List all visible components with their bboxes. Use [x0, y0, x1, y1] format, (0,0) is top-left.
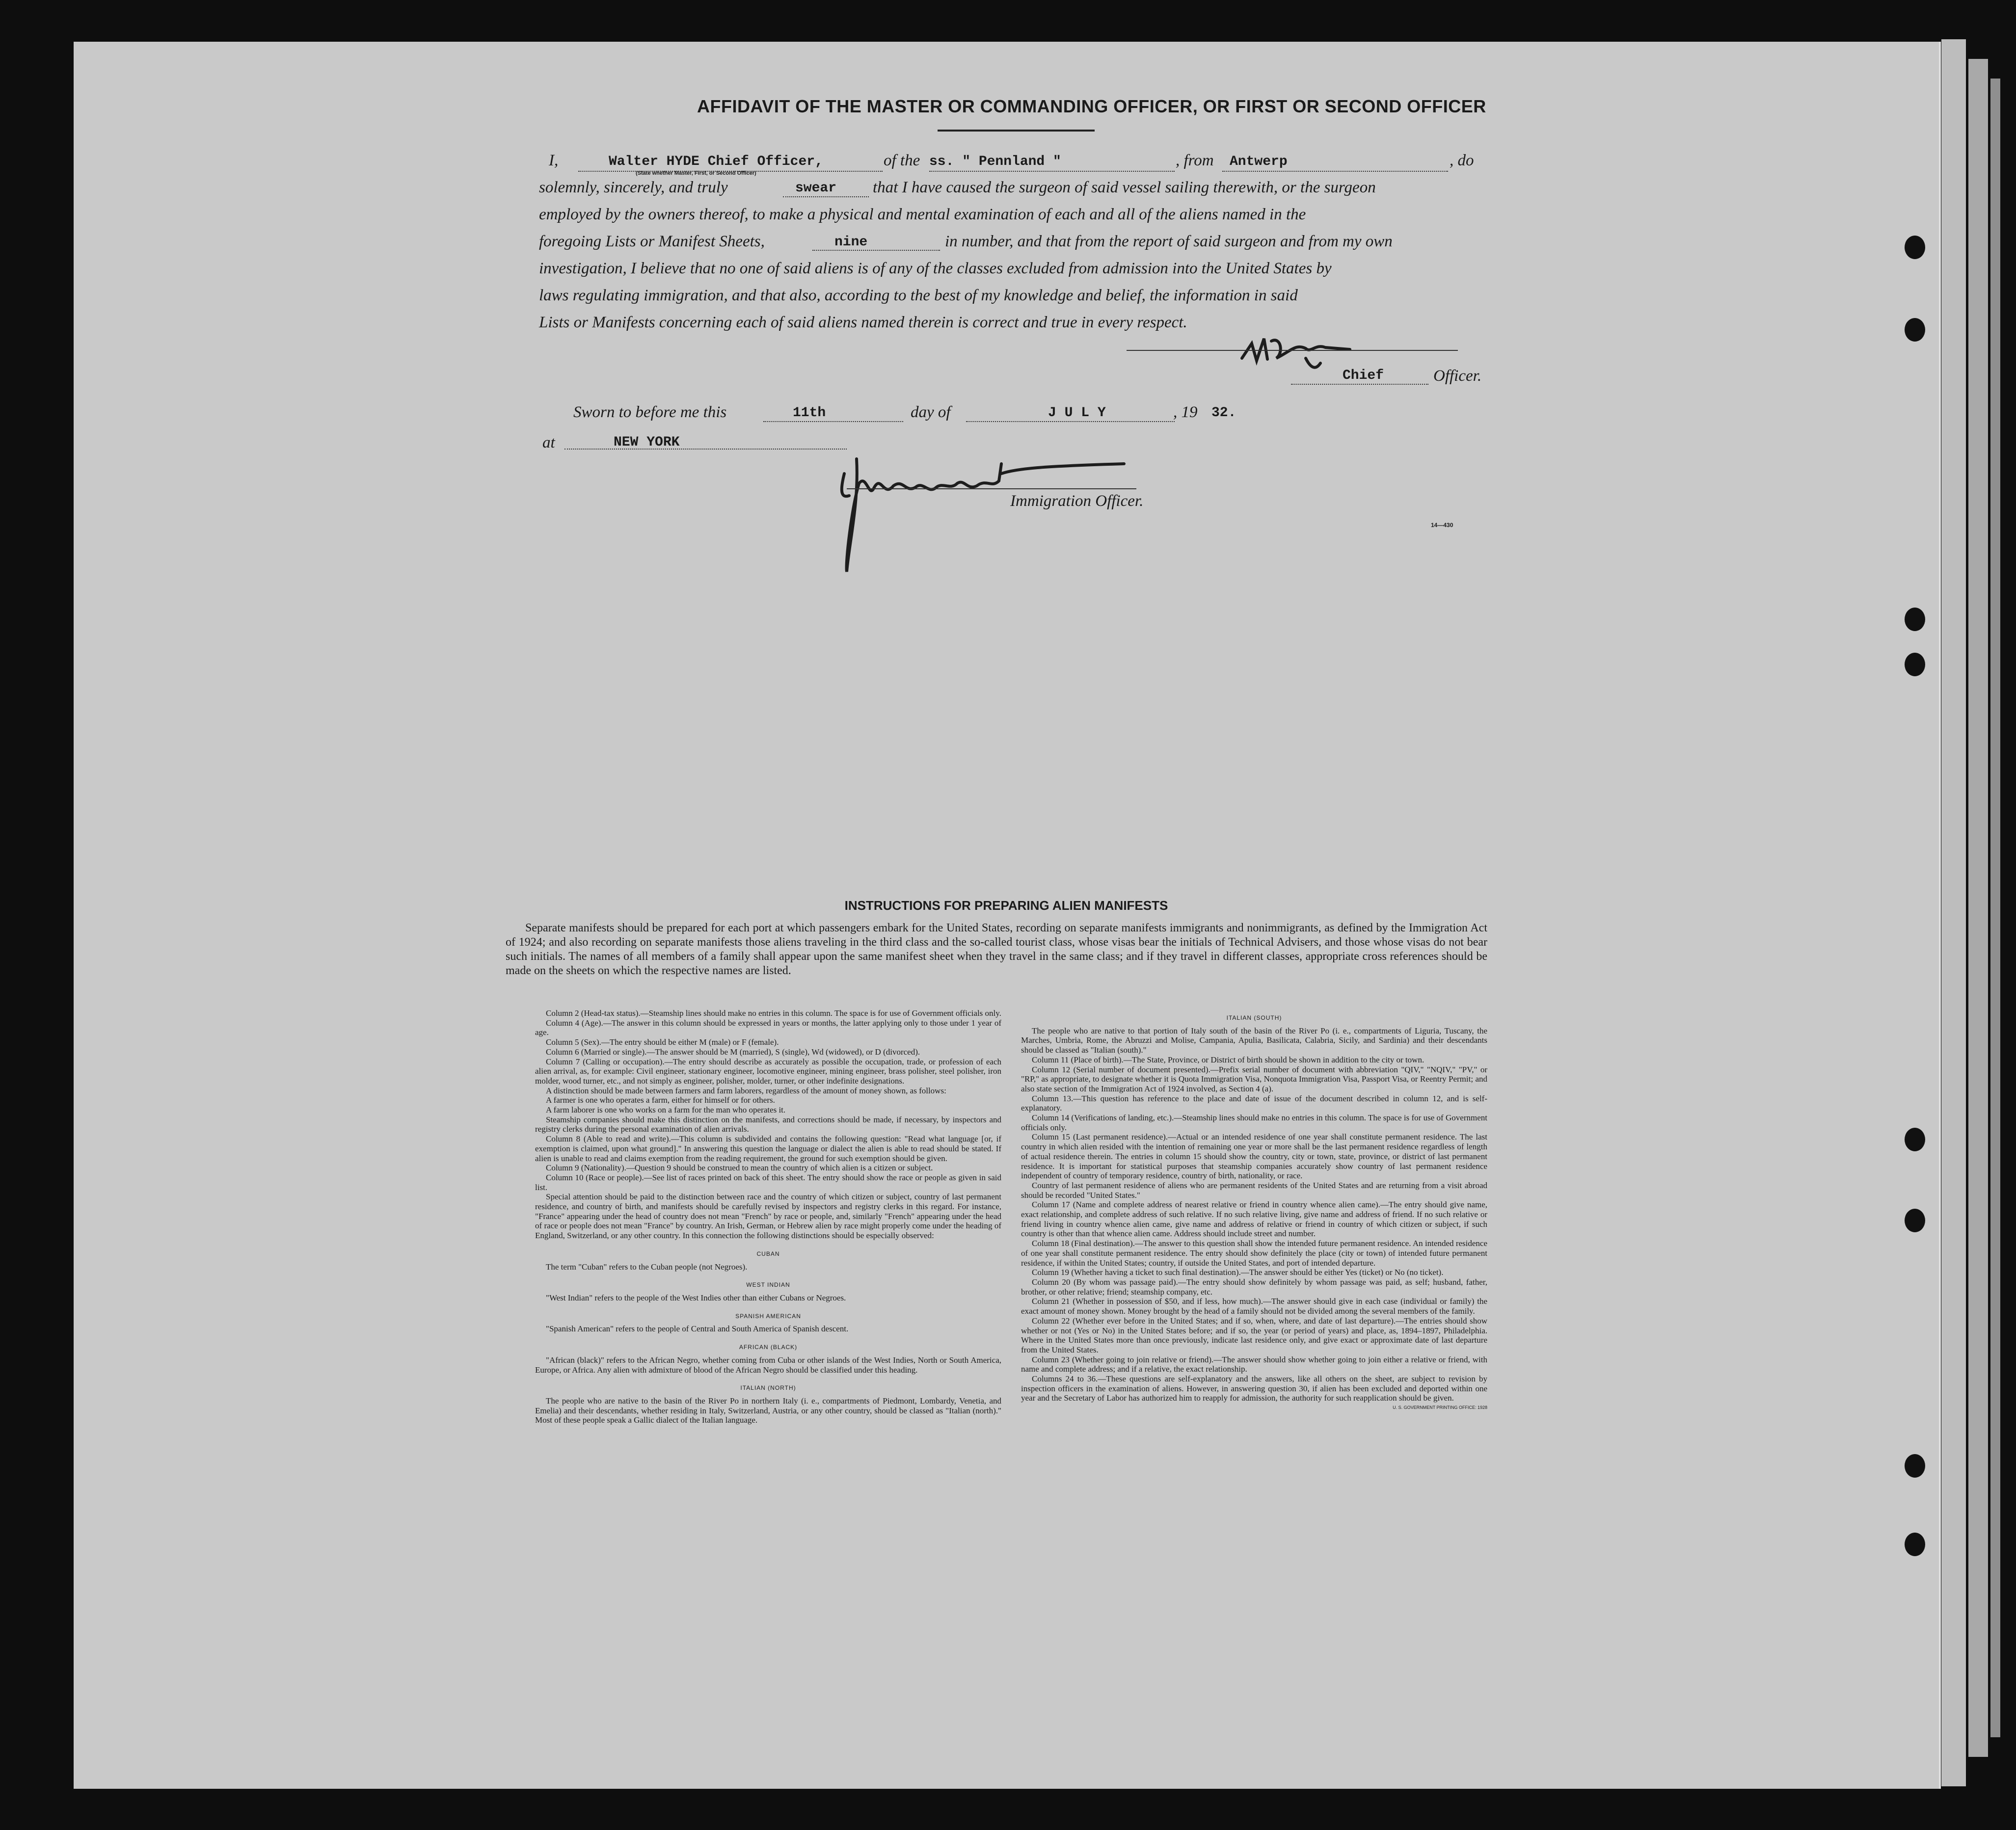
heading-spanish-american: SPANISH AMERICAN	[735, 1312, 801, 1320]
instr-african: "African (black)" refers to the African Negro, whether coming from Cuba or other islands of the West Indies, North or South America, Europe, or Africa. Any alien with admixture of blood of the African Negro should be classified under this heading.	[535, 1355, 1001, 1375]
instructions-title: INSTRUCTIONS FOR PREPARING ALIEN MANIFESTS	[844, 898, 1168, 913]
instr-col6: Column 6 (Married or single).—The answer should be M (married), S (single), Wd (widowed), or D (divorced).	[546, 1047, 920, 1057]
binder-hole	[1905, 318, 1925, 342]
oath-field: swear	[795, 181, 837, 196]
instr-col7: Column 7 (Calling or occupation).—The entry should describe as accurately as possible the occupation, trade, or profession of each alien arrival, as, for example: Civil engineer, stationary engineer, locomotive engineer, mining engineer, brass polisher, steel polisher, iron molder, wood turner, etc., and not simply as engineer, polisher, molder, turner, or other indefinite designations.	[535, 1057, 1001, 1086]
affidavit-line2b: that I have caused the surgeon of said vessel sailing therewith, or the surgeon	[873, 179, 1376, 196]
heading-italian-south: ITALIAN (SOUTH)	[1226, 1014, 1282, 1021]
affidavit-line4a: foregoing Lists or Manifest Sheets,	[539, 233, 765, 250]
year-prefix: , 19	[1173, 403, 1198, 421]
instr-col5: Column 5 (Sex).—The entry should be either M (male) or F (female).	[546, 1037, 779, 1047]
affidavit-line3: employed by the owners thereof, to make a physical and mental examination of each and all of the aliens named in the	[539, 206, 1306, 223]
instr-col2: Column 2 (Head-tax status).—Steamship lines should make no entries in this column. The space is for use of Government officials only.	[546, 1008, 1001, 1018]
day-fill-line	[763, 421, 903, 422]
binder-hole	[1905, 1209, 1925, 1232]
binder-hole	[1905, 653, 1925, 676]
heading-cuban: CUBAN	[756, 1250, 780, 1257]
heading-italian-north: ITALIAN (NORTH)	[740, 1384, 796, 1392]
page-edge-2	[1968, 59, 1988, 1757]
instr-spanish-american: "Spanish American" refers to the people of Central and South America of Spanish descent.	[546, 1324, 849, 1334]
ship-name-field: ss. " Pennland "	[929, 154, 1061, 169]
immigration-officer-signature	[830, 444, 1144, 591]
affidavit-title: AFFIDAVIT OF THE MASTER OR COMMANDING OFFICER, OR FIRST OR SECOND OFFICER	[697, 96, 1486, 116]
sworn-year-field: 32.	[1211, 405, 1236, 421]
instr-italian-south: The people who are native to that portion of Italy south of the basin of the River Po (i. e., compartments of Liguria, Tuscany, the Marches, Umbria, Rome, the Abruzzi and Molise, Campania, Apulia, Basilicata, Calabria, Sicily, and Sardinia) and their descendants should be classed as "Italian (south)."	[1021, 1026, 1487, 1055]
instr-italian-north: The people who are native to the basin of the River Po in northern Italy (i. e., compartments of Piedmont, Lombardy, Venetia, and Emelia) and their descendants, whether residing in Italy, Switzerland, Austria, or any other country, should be classed as "Italian (north)." Most of these people speak a Gallic dialect of the Italian language.	[535, 1396, 1001, 1425]
instr-col9: Column 9 (Nationality).—Question 9 should be construed to mean the country of which alien is a citizen or subject.	[546, 1163, 933, 1173]
binder-hole	[1905, 236, 1925, 259]
instr-col24-36: Columns 24 to 36.—These questions are self-explanatory and the answers, like all others on the sheet, are subject to revision by inspection officers in the examination of aliens. However, in answering question 30, if alien has been excluded and deported within one year and the Secretary of Labor has authorized him to reapply for admission, the authority for such reapplication should be given.	[1021, 1374, 1487, 1403]
port-fill-line	[1222, 171, 1448, 172]
alien-count-field: nine	[834, 235, 868, 250]
instr-col14: Column 14 (Verifications of landing, etc.).—Steamship lines should make no entries in this column. The space is for use of Government officials only.	[1021, 1113, 1487, 1132]
sworn-label: Sworn to before me this	[573, 403, 727, 421]
instr-col22: Column 22 (Whether ever before in the United States; and if so, when, where, and date of last departure).—The entries should show whether or not (Yes or No) in the United States before; and if so, the year (or period of years) and place, as, 1894–1897, Philadelphia. Where in the United States more than once previously, indicate last residence only, and give exact or approximate date of last departure from the United States.	[1021, 1316, 1487, 1354]
instructions-intro: Separate manifests should be prepared for each port at which passengers embark for the United States, recording on separate manifests immigrants and nonimmigrants, as defined by the Immigration Act of 1924; and also recording on separate manifests those aliens traveling in the third class and the so-called tourist class, whose visas bear the initials of Technical Advisers, and those whose visas do not bear such initials. The names of all members of a family shall appear upon the same manifest sheet when they travel in the same class; and if they travel in different classes, appropriate cross references should be made on the sheets on which the respective names are listed.	[506, 922, 1487, 977]
page-edge-3	[1990, 79, 2000, 1737]
instr-col11: Column 11 (Place of birth).—The State, Province, or District of birth should be shown in addition to the city or town.	[1032, 1055, 1425, 1064]
page-edge-1	[1941, 39, 1966, 1786]
binder-hole	[1905, 1533, 1925, 1556]
rank-printed: Officer.	[1433, 367, 1482, 385]
immigration-officer-label: Immigration Officer.	[1010, 492, 1144, 510]
sworn-month-field: J U L Y	[1048, 405, 1106, 421]
title-rule	[938, 130, 1095, 132]
affidavit-line5: investigation, I believe that no one of said aliens is of any of the classes excluded from admission into the United States by	[539, 260, 1332, 277]
ship-fill-line	[929, 171, 1175, 172]
immigration-signature-line	[847, 488, 1136, 489]
count-fill-line	[812, 250, 940, 251]
affidavit-line7: Lists or Manifests concerning each of said aliens named therein is correct and true in every respect.	[539, 314, 1187, 331]
instructions-right-column	[1021, 1013, 1487, 1413]
binder-hole	[1905, 1454, 1925, 1478]
instructions-left-column	[535, 1008, 1001, 1425]
officer-name-field: Walter HYDE Chief Officer,	[609, 154, 823, 169]
affidavit-i: I,	[549, 152, 559, 169]
instr-col15: Column 15 (Last permanent residence).—Actual or an intended residence of one year shall constitute permanent residence. The last country in which alien resided with the intention of remaining one year or more shall be the last permanent residence regardless of length of actual residence therein. The entries in column 15 should show the country, city or town, state, province, or district of last permanent residence. It is important for statistical purposes that steamship companies accurately show country of last permanent residence independent of country of temporary residence, country of birth, nationality, or race.	[1021, 1132, 1487, 1181]
officer-signature-line	[1127, 350, 1458, 351]
instr-col19: Column 19 (Whether having a ticket to such final destination).—The answer should be either Yes (ticket) or No (no ticket).	[1032, 1268, 1444, 1277]
instr-col10: Column 10 (Race or people).—See list of races printed on back of this sheet. The entry should show the race or people as given in said list.	[535, 1172, 1001, 1192]
instr-col8: Column 8 (Able to read and write).—This column is subdivided and contains the following question: "Read what language [or, if exemption is claimed, upon what ground]." In answering this question the language or dialect the alien is able to read should be stated. If alien is unable to read and claims exemption from the reading requirement, the ground for such exemption should be given.	[535, 1134, 1001, 1163]
instr-col23: Column 23 (Whether going to join relative or friend).—The answer should show whether going to join either a relative or friend, with name and complete address; and if a relative, the exact relationship.	[1021, 1354, 1487, 1374]
instr-farmer: A farmer is one who operates a farm, either for himself or for others.	[546, 1095, 775, 1105]
sworn-place-field: NEW YORK	[614, 435, 680, 450]
rank-fill-line	[1291, 384, 1428, 385]
oath-fill-line	[783, 196, 869, 197]
place-fill-line	[564, 449, 847, 450]
instr-farm-distinction: A distinction should be made between farmers and farm laborers, regardless of the amount of money shown, as follows:	[546, 1086, 946, 1095]
heading-african: AFRICAN (BLACK)	[739, 1344, 798, 1351]
printer-imprint: U. S. GOVERNMENT PRINTING OFFICE: 1928	[1393, 1405, 1487, 1410]
day-of-label: day of	[911, 403, 951, 421]
affidavit-do: , do	[1450, 152, 1474, 169]
instr-col18: Column 18 (Final destination).—The answer to this question shall show the intended future permanent residence. An intended residence of one year shall constitute permanent residence. The entry should show definitely the place (city or town) of intended future permanent residence, if within the United States; country, if outside the United States, and port of intended departure.	[1021, 1239, 1487, 1268]
instr-cuban: The term "Cuban" refers to the Cuban people (not Negroes).	[546, 1262, 748, 1272]
instr-col15-us: Country of last permanent residence of aliens who are permanent residents of the United States and are returning from a visit abroad should be recorded "United States."	[1021, 1180, 1487, 1200]
instr-col13: Column 13.—This question has reference to the place and date of issue of the document described in column 12, and is self-explanatory.	[1021, 1093, 1487, 1113]
instr-col4: Column 4 (Age).—The answer in this column should be expressed in years or months, the latter applying only to those under 1 year of age.	[535, 1018, 1001, 1037]
binder-hole	[1905, 608, 1925, 631]
form-number: 14—430	[1431, 522, 1453, 529]
instr-col20: Column 20 (By whom was passage paid).—The entry should show definitely by whom passage was paid, as self; husband, father, brother, or other relative; friend; steamship company, etc.	[1021, 1277, 1487, 1297]
affidavit-line6: laws regulating immigration, and that also, according to the best of my knowledge and belief, the information in said	[539, 287, 1298, 304]
affidavit-line2a: solemnly, sincerely, and truly	[539, 179, 728, 196]
binder-hole	[1905, 1128, 1925, 1151]
instr-col17: Column 17 (Name and complete address of nearest relative or friend in country whence alien came).—The entry should give name, exact relationship, and complete address of such relative. If no such relative living, give name and address of friend. If no such relative or friend living in country whence alien came, give name and address of relative or friend in country of which citizen or subject, if such country is other than that whence alien came. Address should include street and number.	[1021, 1200, 1487, 1239]
heading-west-indian: WEST INDIAN	[746, 1281, 790, 1289]
port-field: Antwerp	[1230, 154, 1288, 169]
instr-col12: Column 12 (Serial number of document presented).—Prefix serial number of document with abbreviation "QIV," "NQIV," "PV," or "RP," as appropriate, to designate whether it is Quota Immigration Visa, Nonquota Immigration Visa, Passport Visa, or Reentry Permit; and also state section of the Immigration Act of 1924 involved, as Section 4 (a).	[1021, 1064, 1487, 1093]
instr-steamship-distinction: Steamship companies should make this distinction on the manifests, and corrections should be made, if necessary, by inspectors and registry clerks during the personal examination of alien arrivals.	[535, 1114, 1001, 1134]
affidavit-from: , from	[1176, 152, 1214, 169]
instr-west-indian: "West Indian" refers to the people of the West Indies other than either Cubans or Negroes.	[546, 1293, 846, 1302]
instr-col21: Column 21 (Whether in possession of $50, and if less, how much).—The answer should give in each case (individual or family) the exact amount of money shown. Money brought by the head of a family should not be divided among the several members of the family.	[1021, 1297, 1487, 1316]
officer-signature	[1237, 324, 1414, 378]
officer-caption: (State whether Master, First, or Second Officer)	[636, 170, 756, 176]
sworn-day-field: 11th	[793, 405, 826, 421]
affidavit-of-the: of the	[884, 152, 920, 169]
at-label: at	[542, 434, 555, 451]
rank-typed: Chief	[1343, 368, 1384, 383]
month-fill-line	[966, 421, 1175, 422]
instr-farm-laborer: A farm laborer is one who works on a farm for the man who operates it.	[546, 1105, 786, 1115]
affidavit-line4b: in number, and that from the report of said surgeon and from my own	[945, 233, 1393, 250]
instr-special-attention: Special attention should be paid to the distinction between race and the country of which citizen or subject, country of last permanent residence, and country of birth, and manifests should be carefully revised by inspectors and registry clerks in this regard. For instance, "France" appearing under the head of country does not mean "French" by race or people, and, similarly "French" appearing under the head of race or people does not mean "France" by country. An Irish, German, or Hebrew alien by race might properly come under the heading of England, Switzerland, or any other country. In this connection the following distinctions should be especially observed:	[535, 1192, 1001, 1241]
